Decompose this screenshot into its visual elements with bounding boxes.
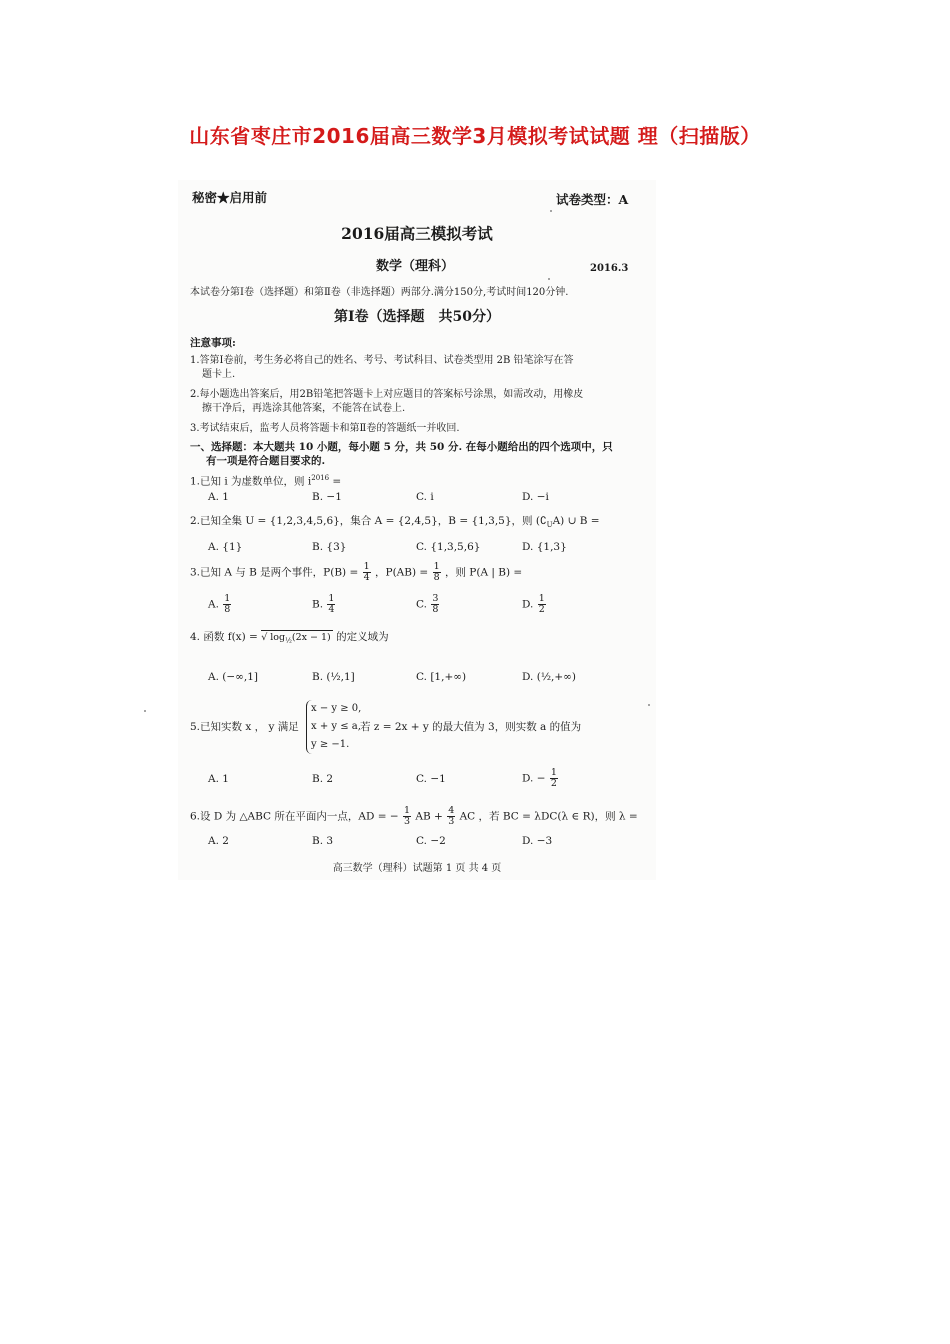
exam-title: 2016届高三模拟考试 — [341, 224, 493, 243]
q3-a-fraction — [223, 594, 231, 615]
section-heading — [190, 440, 645, 468]
section-line-1: 一、选择题：本大题共 10 小题，每小题 5 分，共 50 分. 在每小题给出的四个选项中，只 — [190, 441, 613, 453]
notice-item-1-line-2: 题卡上. — [202, 368, 236, 380]
q6-f2-num: 4 — [448, 805, 455, 816]
q2-option-a: A. {1} — [208, 541, 243, 553]
q2-option-b: B. {3} — [312, 541, 347, 553]
question-3 — [190, 562, 522, 583]
q6-option-a: A. 2 — [208, 835, 229, 847]
q5-constraints — [306, 700, 361, 754]
question-2 — [190, 514, 600, 531]
q6-f1-num: 1 — [404, 805, 411, 816]
q3-stem-a: 3.已知 A 与 B 是两个事件，P(B) = — [190, 566, 359, 579]
q2-tail: A) ∪ B = — [552, 515, 600, 527]
notice-heading: 注意事项: — [190, 337, 236, 349]
q5-d-label: D. − — [522, 772, 546, 785]
q3-fraction-2 — [433, 562, 441, 583]
q3-option-b — [312, 594, 336, 615]
question-1 — [190, 474, 341, 489]
q5-option-b: B. 2 — [312, 773, 334, 785]
q6-fraction-2 — [447, 806, 455, 827]
notice-item-1 — [190, 354, 640, 381]
q1-option-a: A. 1 — [208, 491, 229, 503]
q6-f1-den: 3 — [404, 815, 411, 827]
q3-a-label: A. — [208, 598, 219, 611]
notice-item-2-line-1: 2.每小题选出答案后，用2B铅笔把答题卡上对应题目的答案标号涂黑，如需改动，用橡皮 — [190, 389, 584, 400]
q3-d-den: 2 — [538, 603, 545, 615]
q4-root-argument: (2x − 1) — [291, 632, 331, 643]
q5-option-d — [522, 768, 559, 789]
q2-subscript: U — [546, 521, 553, 530]
q3-c-num: 3 — [432, 593, 439, 604]
q3-stem-b: ，P(AB) = — [375, 566, 429, 579]
q3-d-num: 1 — [538, 593, 545, 604]
q4-root-expression — [261, 630, 333, 643]
q6-stem-c: AC ，若 BC = λDC(λ ∈ R)，则 λ = — [459, 810, 638, 823]
q3-b-label: B. — [312, 598, 324, 611]
question-5-stem-a: 5.已知实数 x ， y 满足 — [190, 721, 299, 733]
q3-stem-c: ，则 P(A | B) = — [444, 566, 523, 579]
q5-d-fraction — [550, 768, 558, 789]
q3-b-den: 4 — [328, 603, 335, 615]
scan-speck — [550, 210, 552, 212]
q4-option-d: D. (½,+∞) — [522, 671, 576, 683]
q4-root-log: √ log — [261, 632, 286, 643]
q3-c-label: C. — [416, 598, 427, 611]
notice-item-3: 3.考试结束后，监考人员将答题卡和第Ⅱ卷的答题纸一并收回. — [190, 423, 460, 434]
scan-speck — [144, 710, 146, 712]
q2-option-c: C. {1,3,5,6} — [416, 541, 481, 553]
q4-option-a: A. (−∞,1] — [208, 671, 259, 683]
q3-f1-num: 1 — [363, 561, 370, 572]
q3-fraction-1 — [363, 562, 371, 583]
q5-constraint-2: x + y ≤ a, — [311, 721, 361, 732]
q3-b-fraction — [327, 594, 335, 615]
q6-fraction-1 — [403, 806, 411, 827]
q3-f2-den: 8 — [433, 571, 440, 583]
q1-stem: 1.已知 i 为虚数单位，则 i — [190, 475, 312, 488]
q1-exponent: 2016 — [311, 474, 330, 482]
q1-tail: = — [329, 475, 342, 488]
notice-item-1-line-1: 1.答第Ⅰ卷前，考生务必将自己的姓名、考号、考试科目、试卷类型用 2B 铅笔涂写在答 — [190, 355, 574, 366]
q5-d-den: 2 — [550, 777, 557, 789]
q2-stem: 2.已知全集 U = {1,2,3,4,5,6}，集合 A = {2,4,5}，B = {1,3,5}，则 (∁ — [190, 515, 547, 527]
page-title: 山东省枣庄市2016届高三数学3月模拟考试试题 理（扫描版） — [189, 124, 761, 148]
q5-option-c: C. −1 — [416, 773, 446, 785]
q1-option-c: C. i — [416, 491, 434, 503]
page-footer: 高三数学（理科）试题第 1 页 共 4 页 — [332, 863, 502, 874]
q3-a-den: 8 — [224, 603, 231, 615]
part-one-title: 第Ⅰ卷（选择题 共50分） — [333, 309, 501, 325]
q3-d-fraction — [538, 594, 546, 615]
q4-root-base: ½ — [285, 636, 292, 645]
q4-option-c: C. [1,+∞) — [416, 671, 467, 683]
confidential-label: 秘密★启用前 — [192, 190, 268, 205]
q6-option-d: D. −3 — [522, 835, 553, 847]
q5-option-a: A. 1 — [208, 773, 229, 785]
q3-b-num: 1 — [328, 593, 335, 604]
q6-f2-den: 3 — [448, 815, 455, 827]
q1-option-b: B. −1 — [312, 491, 342, 503]
notice-item-2 — [190, 388, 640, 415]
q5-d-num: 1 — [550, 767, 557, 778]
subject-title: 数学（理科） — [376, 259, 455, 274]
q3-option-c — [416, 594, 440, 615]
q3-option-a — [208, 594, 232, 615]
q3-c-fraction — [431, 594, 439, 615]
exam-intro: 本试卷分第Ⅰ卷（选择题）和第Ⅱ卷（非选择题）两部分.满分150分,考试时间120分钟. — [190, 287, 569, 298]
scan-speck — [648, 704, 650, 706]
question-4 — [190, 630, 389, 646]
scanned-exam-page — [178, 180, 656, 880]
question-5-stem-b: 若 z = 2x + y 的最大值为 3，则实数 a 的值为 — [360, 721, 582, 733]
notice-item-2-line-2: 擦干净后，再选涂其他答案，不能答在试卷上. — [202, 402, 406, 414]
q4-option-b: B. (½,1] — [312, 671, 355, 683]
question-6 — [190, 806, 638, 827]
q6-option-c: C. −2 — [416, 835, 446, 847]
q4-stem-b: 的定义域为 — [336, 631, 389, 643]
q3-f1-den: 4 — [363, 571, 370, 583]
section-line-2: 有一项是符合题目要求的. — [206, 455, 326, 468]
exam-date: 2016.3 — [590, 263, 629, 274]
q6-stem-a: 6.设 D 为 △ABC 所在平面内一点，AD = − — [190, 810, 399, 823]
q6-stem-b: AB + — [415, 810, 443, 823]
q3-f2-num: 1 — [433, 561, 440, 572]
q3-option-d — [522, 594, 547, 615]
q5-constraint-3: y ≥ −1. — [311, 739, 350, 750]
scan-speck — [548, 278, 550, 280]
q2-option-d: D. {1,3} — [522, 541, 567, 553]
q3-d-label: D. — [522, 598, 534, 611]
paper-type: 试卷类型：A — [556, 192, 629, 207]
q1-option-d: D. −i — [522, 491, 549, 503]
q5-constraint-1: x − y ≥ 0, — [311, 703, 362, 714]
q3-c-den: 8 — [432, 603, 439, 615]
q4-stem-a: 4. 函数 f(x) = — [190, 631, 258, 643]
q6-option-b: B. 3 — [312, 835, 334, 847]
q3-a-num: 1 — [224, 593, 231, 604]
